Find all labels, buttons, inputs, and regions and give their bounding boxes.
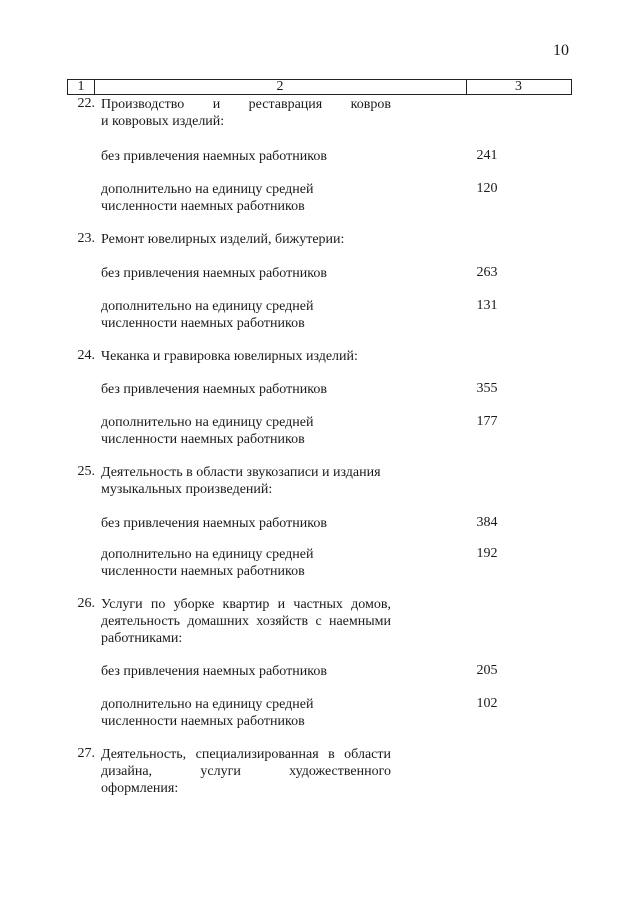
row-text-line: численности наемных работников (101, 714, 305, 729)
item-title-line: Ремонт ювелирных изделий, бижутерии: (101, 232, 345, 247)
row-text-line: численности наемных работников (101, 199, 305, 214)
row-text-line: дополнительно на единицу средней (101, 182, 314, 197)
item-title-line: Чеканка и гравировка ювелирных изделий: (101, 349, 358, 364)
row-text: без привлечения наемных работников (101, 149, 327, 164)
item-number: 25. (77, 464, 95, 479)
header-col-2: 2 (94, 80, 467, 94)
item-title-line: деятельность домашних хозяйств с наемными (101, 614, 391, 629)
row-value: 384 (476, 515, 498, 530)
row-text-line: численности наемных работников (101, 564, 305, 579)
row-text: без привлечения наемных работников (101, 516, 327, 531)
row-text-line: численности наемных работников (101, 432, 305, 447)
row-text: без привлечения наемных работников (101, 266, 327, 281)
row-value: 131 (476, 298, 498, 313)
row-text (101, 181, 401, 215)
row-value: 120 (476, 181, 498, 196)
row-text (101, 696, 401, 730)
item-title (101, 231, 391, 248)
item-title-line: музыкальных произведений: (101, 482, 273, 497)
item-title-line: Производство и реставрация ковров (101, 97, 391, 112)
item-title-line: Деятельность в области звукозаписи и издания (101, 465, 381, 480)
row-text (101, 298, 401, 332)
item-title-line: Деятельность, специализированная в области (101, 747, 391, 762)
item-title (101, 596, 391, 647)
item-number: 24. (77, 348, 95, 363)
row-text (101, 414, 401, 448)
item-title (101, 348, 391, 365)
page-number: 10 (553, 42, 569, 59)
item-title-line: работниками: (101, 631, 183, 646)
item-title (101, 96, 391, 130)
row-text-line: дополнительно на единицу средней (101, 547, 314, 562)
row-text-line: дополнительно на единицу средней (101, 299, 314, 314)
item-title (101, 746, 391, 797)
item-title-line: оформления: (101, 781, 179, 796)
header-col-3: 3 (515, 79, 522, 94)
item-title-line: дизайна, услуги художественного (101, 764, 391, 779)
item-number: 26. (77, 596, 95, 611)
row-value: 192 (476, 546, 498, 561)
row-value: 241 (476, 148, 498, 163)
item-title (101, 464, 391, 498)
item-title-line: Услуги по уборке квартир и частных домов, (101, 597, 391, 612)
row-value: 177 (476, 414, 498, 429)
header-col-1: 1 (68, 80, 95, 94)
row-value: 205 (476, 663, 498, 678)
item-number: 23. (77, 231, 95, 246)
row-text-line: дополнительно на единицу средней (101, 697, 314, 712)
row-value: 102 (476, 696, 498, 711)
row-text (101, 546, 401, 580)
item-number: 27. (77, 746, 95, 761)
row-text: без привлечения наемных работников (101, 664, 327, 679)
item-number: 22. (77, 96, 95, 111)
row-text-line: дополнительно на единицу средней (101, 415, 314, 430)
row-value: 355 (476, 381, 498, 396)
table-header-row (67, 79, 572, 95)
row-text-line: численности наемных работников (101, 316, 305, 331)
item-title-line: и ковровых изделий: (101, 114, 225, 129)
row-value: 263 (476, 265, 498, 280)
row-text: без привлечения наемных работников (101, 382, 327, 397)
